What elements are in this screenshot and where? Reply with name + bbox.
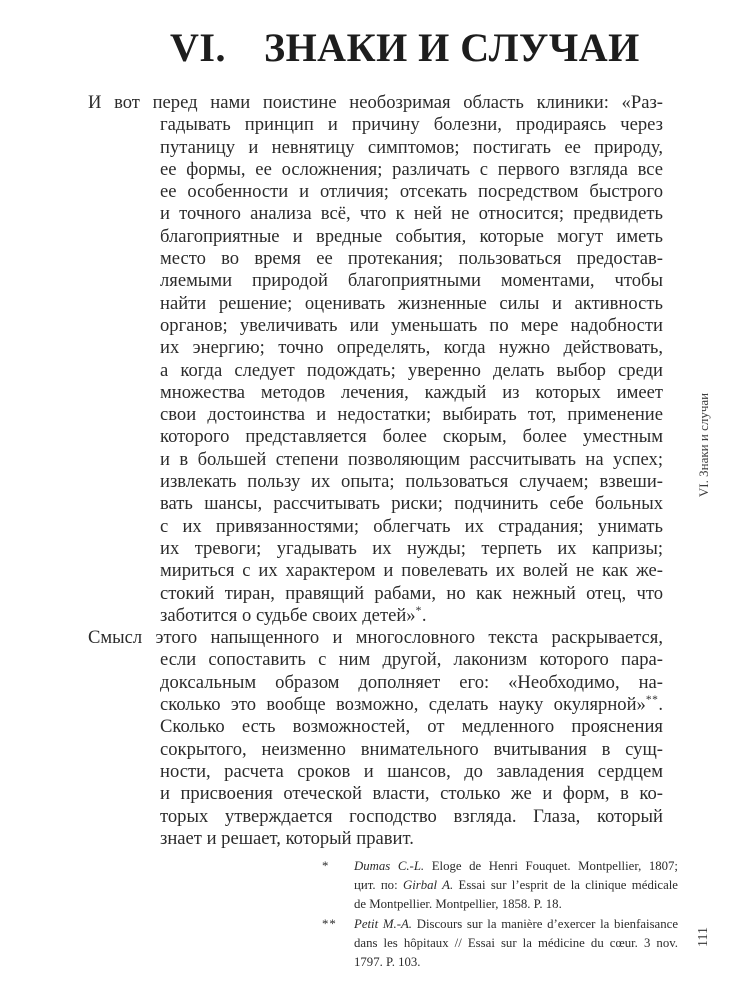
paragraph-2 bbox=[88, 627, 663, 850]
text-line: доксальным образом дополняет его: «Необходимо, на- bbox=[160, 671, 663, 693]
text-line: И вот перед нами поистине необозримая область клиники: «Раз- bbox=[88, 92, 663, 113]
page-number-vertical: 111 bbox=[696, 927, 711, 947]
chapter-number: VI. bbox=[170, 25, 226, 70]
running-title-vertical: VI. Знаки и случаи bbox=[696, 392, 711, 498]
text-line: мириться с их характером и повелевать их волей не как же- bbox=[160, 560, 663, 582]
text-line: и в большей степени позволяющим рассчитывать на успех; bbox=[160, 448, 663, 470]
text-line: Смысл этого напыщенного и многословного текста раскрывается, bbox=[88, 627, 663, 649]
text-line: их тревоги; угадывать их нужды; терпеть их капризы; bbox=[160, 537, 663, 559]
text-line: место во время ее протекания; пользоваться предостав- bbox=[160, 248, 663, 270]
text-line: гадывать принцип и причину болезни, продираясь через bbox=[160, 114, 663, 136]
text-line: ляемыми природой благоприятными моментами, чтобы bbox=[160, 270, 663, 292]
text-line: Сколько есть возможностей, от медленного прояснения bbox=[160, 716, 663, 738]
footnote-line: 1797. P. 103. bbox=[354, 955, 421, 970]
text-line: стокий тиран, правящий рабами, но как нежный отец, что bbox=[160, 582, 663, 604]
footnote-line bbox=[354, 876, 678, 895]
text-run: Eloge de Henri Fouquet. Montpellier, 1807; bbox=[424, 859, 678, 873]
footnote-1 bbox=[322, 857, 678, 915]
text-line: если сопоставить с ним другой, лаконизм которого пара- bbox=[160, 649, 663, 671]
body-text bbox=[88, 92, 663, 850]
text-line: органов; увеличивать или уменьшать по мере надобности bbox=[160, 314, 663, 336]
text-line: их энергию; точно определять, когда нужно действовать, bbox=[160, 337, 663, 359]
text-run: Discours sur la manière d’exercer la bienfaisance bbox=[412, 916, 678, 931]
text-line: свои достоинства и недостатки; выбирать тот, применение bbox=[160, 404, 663, 426]
footnote-line: dans les hôpitaux // Essai sur la médicine du cœur. 3 nov. bbox=[354, 935, 678, 950]
text-line: с их привязанностями; облегчать их страдания; унимать bbox=[160, 515, 663, 537]
text-line: торых утверждается господство взгляда. Глаза, который bbox=[160, 805, 663, 827]
footnote-2-marker: ** bbox=[322, 916, 337, 931]
chapter-heading bbox=[170, 26, 640, 70]
text-line: которого представляется более скорым, более уместным bbox=[160, 426, 663, 448]
text-run: . bbox=[658, 694, 663, 716]
text-line: благоприятные и вредные события, которые могут иметь bbox=[160, 225, 663, 247]
footnote-ref-2: ** bbox=[645, 693, 659, 706]
text-run: заботится о судьбе своих детей» bbox=[160, 604, 416, 626]
text-run: Essai sur l’esprit de la clinique médicale bbox=[453, 878, 678, 893]
text-line: а когда следует подождать; уверенно делать выбор среди bbox=[160, 359, 663, 381]
footnote-line: de Montpellier. Montpellier, 1858. P. 18. bbox=[354, 897, 562, 912]
cited-author: Dumas C.-L. bbox=[354, 859, 425, 873]
text-run: цит. по: bbox=[354, 878, 403, 893]
footnote-line bbox=[354, 915, 678, 934]
text-run: сколько это вообще возможно, сделать науку окулярной» bbox=[160, 694, 646, 716]
text-line: ее особенности и отличия; отсекать посредством быстрого bbox=[160, 181, 663, 203]
text-line: знает и решает, который правит. bbox=[160, 827, 414, 849]
text-line: множества методов лечения, каждый из которых имеет bbox=[160, 381, 663, 403]
footnote-line bbox=[354, 857, 678, 876]
text-line: путаницу и невнятицу симптомов; постигать ее природу, bbox=[160, 136, 663, 158]
cited-author: Girbal A. bbox=[402, 878, 454, 893]
text-line: сокрытого, неизменно внимательного вчитывания в сущ- bbox=[160, 738, 663, 760]
text-line: извлекать пользу их опыта; пользоваться случаем; взвеши- bbox=[160, 471, 663, 493]
footnote-2 bbox=[322, 915, 678, 973]
text-run: . bbox=[421, 604, 427, 626]
paragraph-1-continuation bbox=[88, 114, 663, 605]
text-line: ее формы, ее осложнения; различать с первого взгляда все bbox=[160, 158, 663, 180]
footnote-1-text bbox=[354, 857, 678, 915]
footnotes-block bbox=[322, 857, 678, 972]
footnote-2-text bbox=[354, 915, 678, 973]
text-line: ности, расчета сроков и шансов, до завладения сердцем bbox=[160, 760, 663, 782]
footnote-ref-1: * bbox=[415, 604, 422, 617]
text-line: и присвоения отеческой власти, столько же и форм, в ко- bbox=[160, 783, 663, 805]
paragraph-2-continuation-a bbox=[88, 649, 663, 694]
cited-author: Petit M.-A. bbox=[354, 916, 413, 931]
text-line: и точного анализа всё, что к ней не относится; предвидеть bbox=[160, 203, 663, 225]
text-line-with-footnote-ref bbox=[88, 694, 663, 716]
text-line: найти решение; оценивать жизненные силы и активность bbox=[160, 292, 663, 314]
chapter-title: ЗНАКИ И СЛУЧАИ bbox=[263, 25, 640, 70]
text-line-with-footnote-ref bbox=[88, 605, 663, 627]
text-line: вать шансы, рассчитывать риски; подчинить себе больных bbox=[160, 493, 663, 515]
paragraph-1 bbox=[88, 92, 663, 627]
paragraph-2-continuation-b bbox=[88, 716, 663, 827]
footnote-1-marker: * bbox=[322, 859, 330, 873]
